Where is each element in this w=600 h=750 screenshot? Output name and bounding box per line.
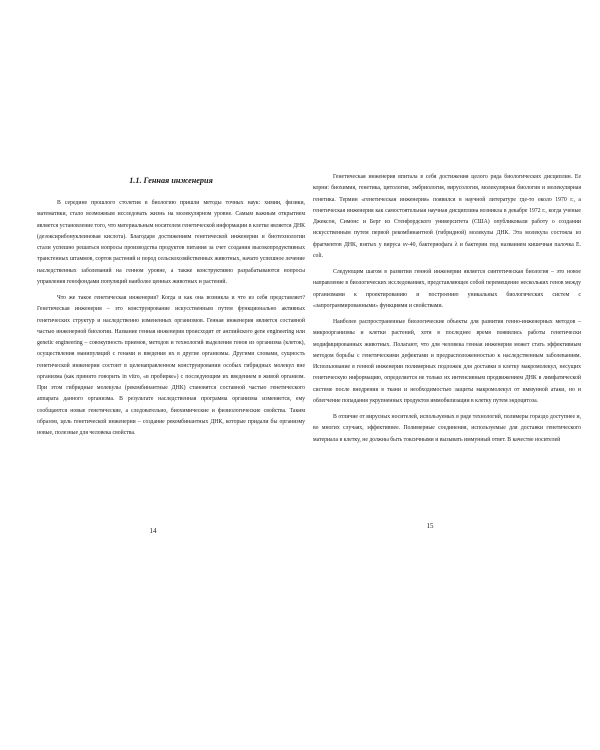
paragraph: Генетическая инженерия впитала в себя достижения целого ряда биологических дисциплин. Ее корни: биохимия, генетика, цитология, эмбриология, вирусология, молекулярная биология и молекулярная генетика. Термин «генетическая инженерия» появился в научной литературе где-то около 1970 г., а генетическая инженерия как самостоятельная научная дисциплина возникла в декабре 1972 г., когда ученые Джексон, Симонс и Берг из Стенфордского университета (США) опубликовали работу о создании искусственным путем первой рекомбинантной (гибридной) молекулы ДНК. Эта молекула состояла из фрагментов ДНК, взятых у вируса sv-40, бактериофага λ и бактерии под названием кишечная палочка E. coli. [313, 174, 581, 259]
paragraph: Наиболее распространенные биологические объекты для развития генно-инженерных методов – микроорганизмы и клетки растений, хотя в последнее время появились работы генетически модифицированных животных. Полагают, что для человека генная инженерия может стать эффективным методом борьбы с генетическими дефектами и предрасположенностью к наследственным заболеваниям. Использование в генной инженерии полимерных подложек для доставки в клетку макромолекул, несущих генетическую информацию, определяется не только их интенсивным продвижением ДНК в лимфатической системе после внедрения в ткани и необходимостью защиты макромолекул от иммунной атаки, но и облегчение попадания укрупненных продуктов иммобилизации в клетку путем эндоцитоза. [313, 319, 581, 404]
paragraph: Что же такое генетическая инженерия? Когда и как она возникла и что из себя представляет? Генетическая инженерия – это конструирование искусственным путем функционально активных генетических структур и наследственно измененных организмов. Генная инженерия является составной частью инженерной биологии. Название генная инженерия происходит от английского gene engineering или genetic engineering – совокупность приемов, методов и технологий выделения генов из организма (клеток), осуществления манипуляций с генами и введения их в другие организмы. Другими словами, сущность генетической инженерии состоит в целенаправленном конструировании особых гибридных молекул вне организма (как принято говорить in vitro, «в пробирке») с последующим их введением в живой организм. При этом гибридные молекулы (рекомбинантные ДНК) становятся составной частью генетического аппарата данного организма. В результате наследственная программа организма изменяется, ему сообщаются новые генетические, а следовательно, биохимические и физиологические свойства. Таким образом, цель генетической инженерии – создание рекомбинантных ДНК, которые придали бы организму новые, полезные для человека свойства. [37, 295, 305, 436]
paragraph: В середине прошлого столетия в биологию пришли методы точных наук: химии, физики, математики, стало возможным исследовать жизнь на молекулярном уровне. Самым важным открытием является установление того, что материальным носителем генетической информации в клетке является ДНК (дезоксирибонуклеиновая кислота). Благодаря достижениям генетической инженерии и биотехнологии стали успешно решаться вопросы производства продуктов питания за счет создания высокопродуктивных трансгенных штаммов, сортов растений и пород сельскохозяйственных животных, начато успешное лечение наследственных заболеваний на генном уровне, а также конструктивно разрабатываются вопросы управления генофондами популяций наиболее ценных животных и растений. [37, 200, 305, 285]
page-number: 14 [149, 527, 157, 535]
page-number: 15 [426, 522, 434, 530]
paragraph: Следующим шагом в развитии генной инженерии является синтетическая биология – это новое направление в биологических исследованиях, представляющее собой перемещение нескольких генов между организмами к проектированию и построению уникальных биологических систем с «запрограммированными» функциями и свойствами. [313, 269, 581, 309]
right-page [313, 172, 581, 446]
paragraph: В отличие от вирусных носителей, используемых в ряде технологий, полимеры гораздо доступнее и, во многих случаях, эффективнее. Полимерные соединения, используемые для доставки генетического материала в клетку, не должны быть токсичными и вызывать иммунный ответ. В качестве носителей [313, 414, 581, 443]
left-page [37, 172, 305, 439]
section-heading: 1.1. Генная инженерия [129, 176, 213, 185]
